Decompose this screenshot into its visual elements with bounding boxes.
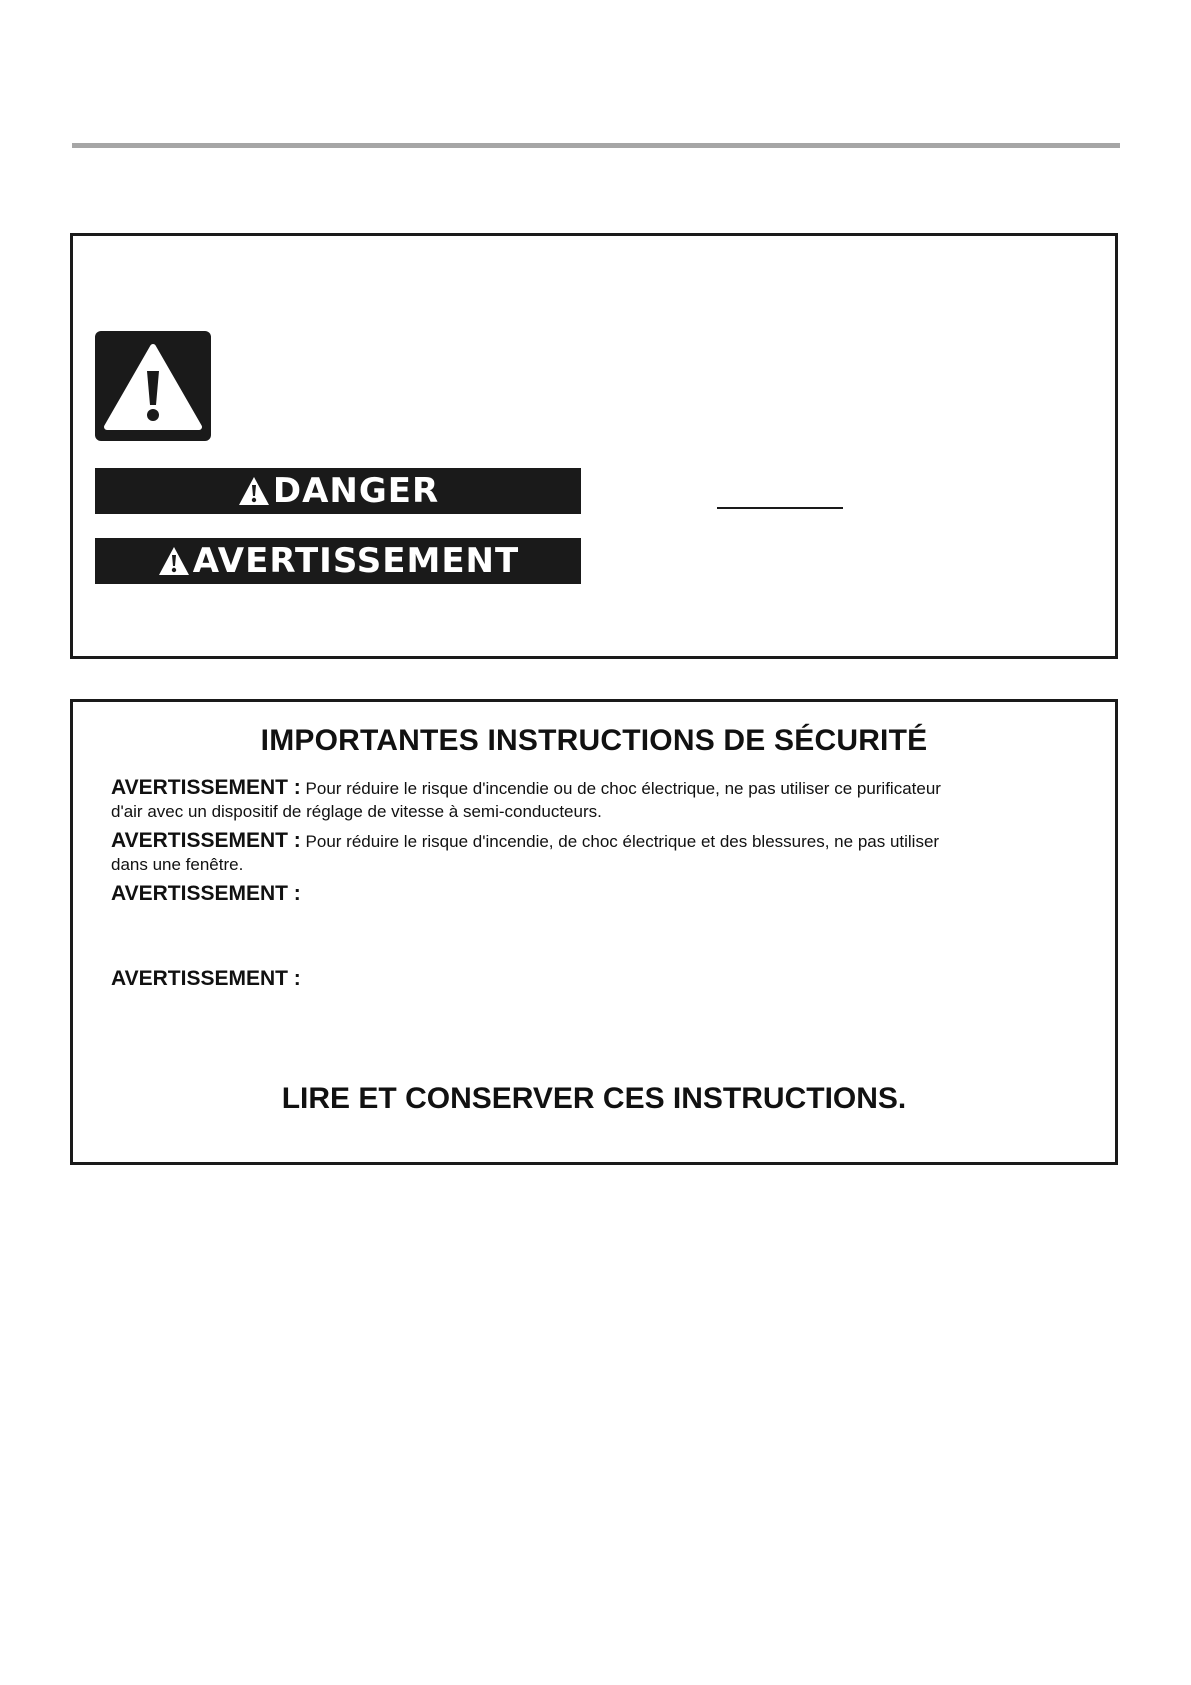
warning-item-label: AVERTISSEMENT : [111, 829, 301, 852]
warning-item-label: AVERTISSEMENT : [111, 882, 301, 905]
warning-item [111, 967, 971, 991]
warning-item-label: AVERTISSEMENT : [111, 967, 301, 990]
danger-label: DANGER [272, 471, 440, 511]
instructions-footer: LIRE ET CONSERVER CES INSTRUCTIONS. [281, 1082, 907, 1115]
top-divider [72, 143, 1120, 148]
warning-triangle-icon [95, 331, 211, 441]
safety-symbols-box [70, 233, 1118, 659]
danger-signal-bar [95, 468, 581, 514]
warning-signal-bar [95, 538, 581, 584]
safety-instructions-box [70, 699, 1118, 1165]
warning-item-text: Pour réduire le risque d'incendie, de choc électrique et des blessures, ne pas utiliser dans une fenêtre. [111, 832, 940, 874]
warning-item [111, 882, 971, 906]
warning-item-label: AVERTISSEMENT : [111, 776, 301, 799]
underline-mark [717, 507, 843, 509]
warning-item [111, 776, 971, 823]
warning-triangle-icon [237, 475, 271, 507]
warning-label: AVERTISSEMENT [192, 541, 520, 581]
warning-item-text: Pour réduire le risque d'incendie ou de choc électrique, ne pas utiliser ce purificateur d'air avec un dispositif de réglage de vitesse à semi-conducteurs. [111, 779, 941, 821]
instructions-title: IMPORTANTES INSTRUCTIONS DE SÉCURITÉ [260, 724, 928, 757]
warning-triangle-icon [157, 545, 191, 577]
warning-item [111, 829, 971, 876]
